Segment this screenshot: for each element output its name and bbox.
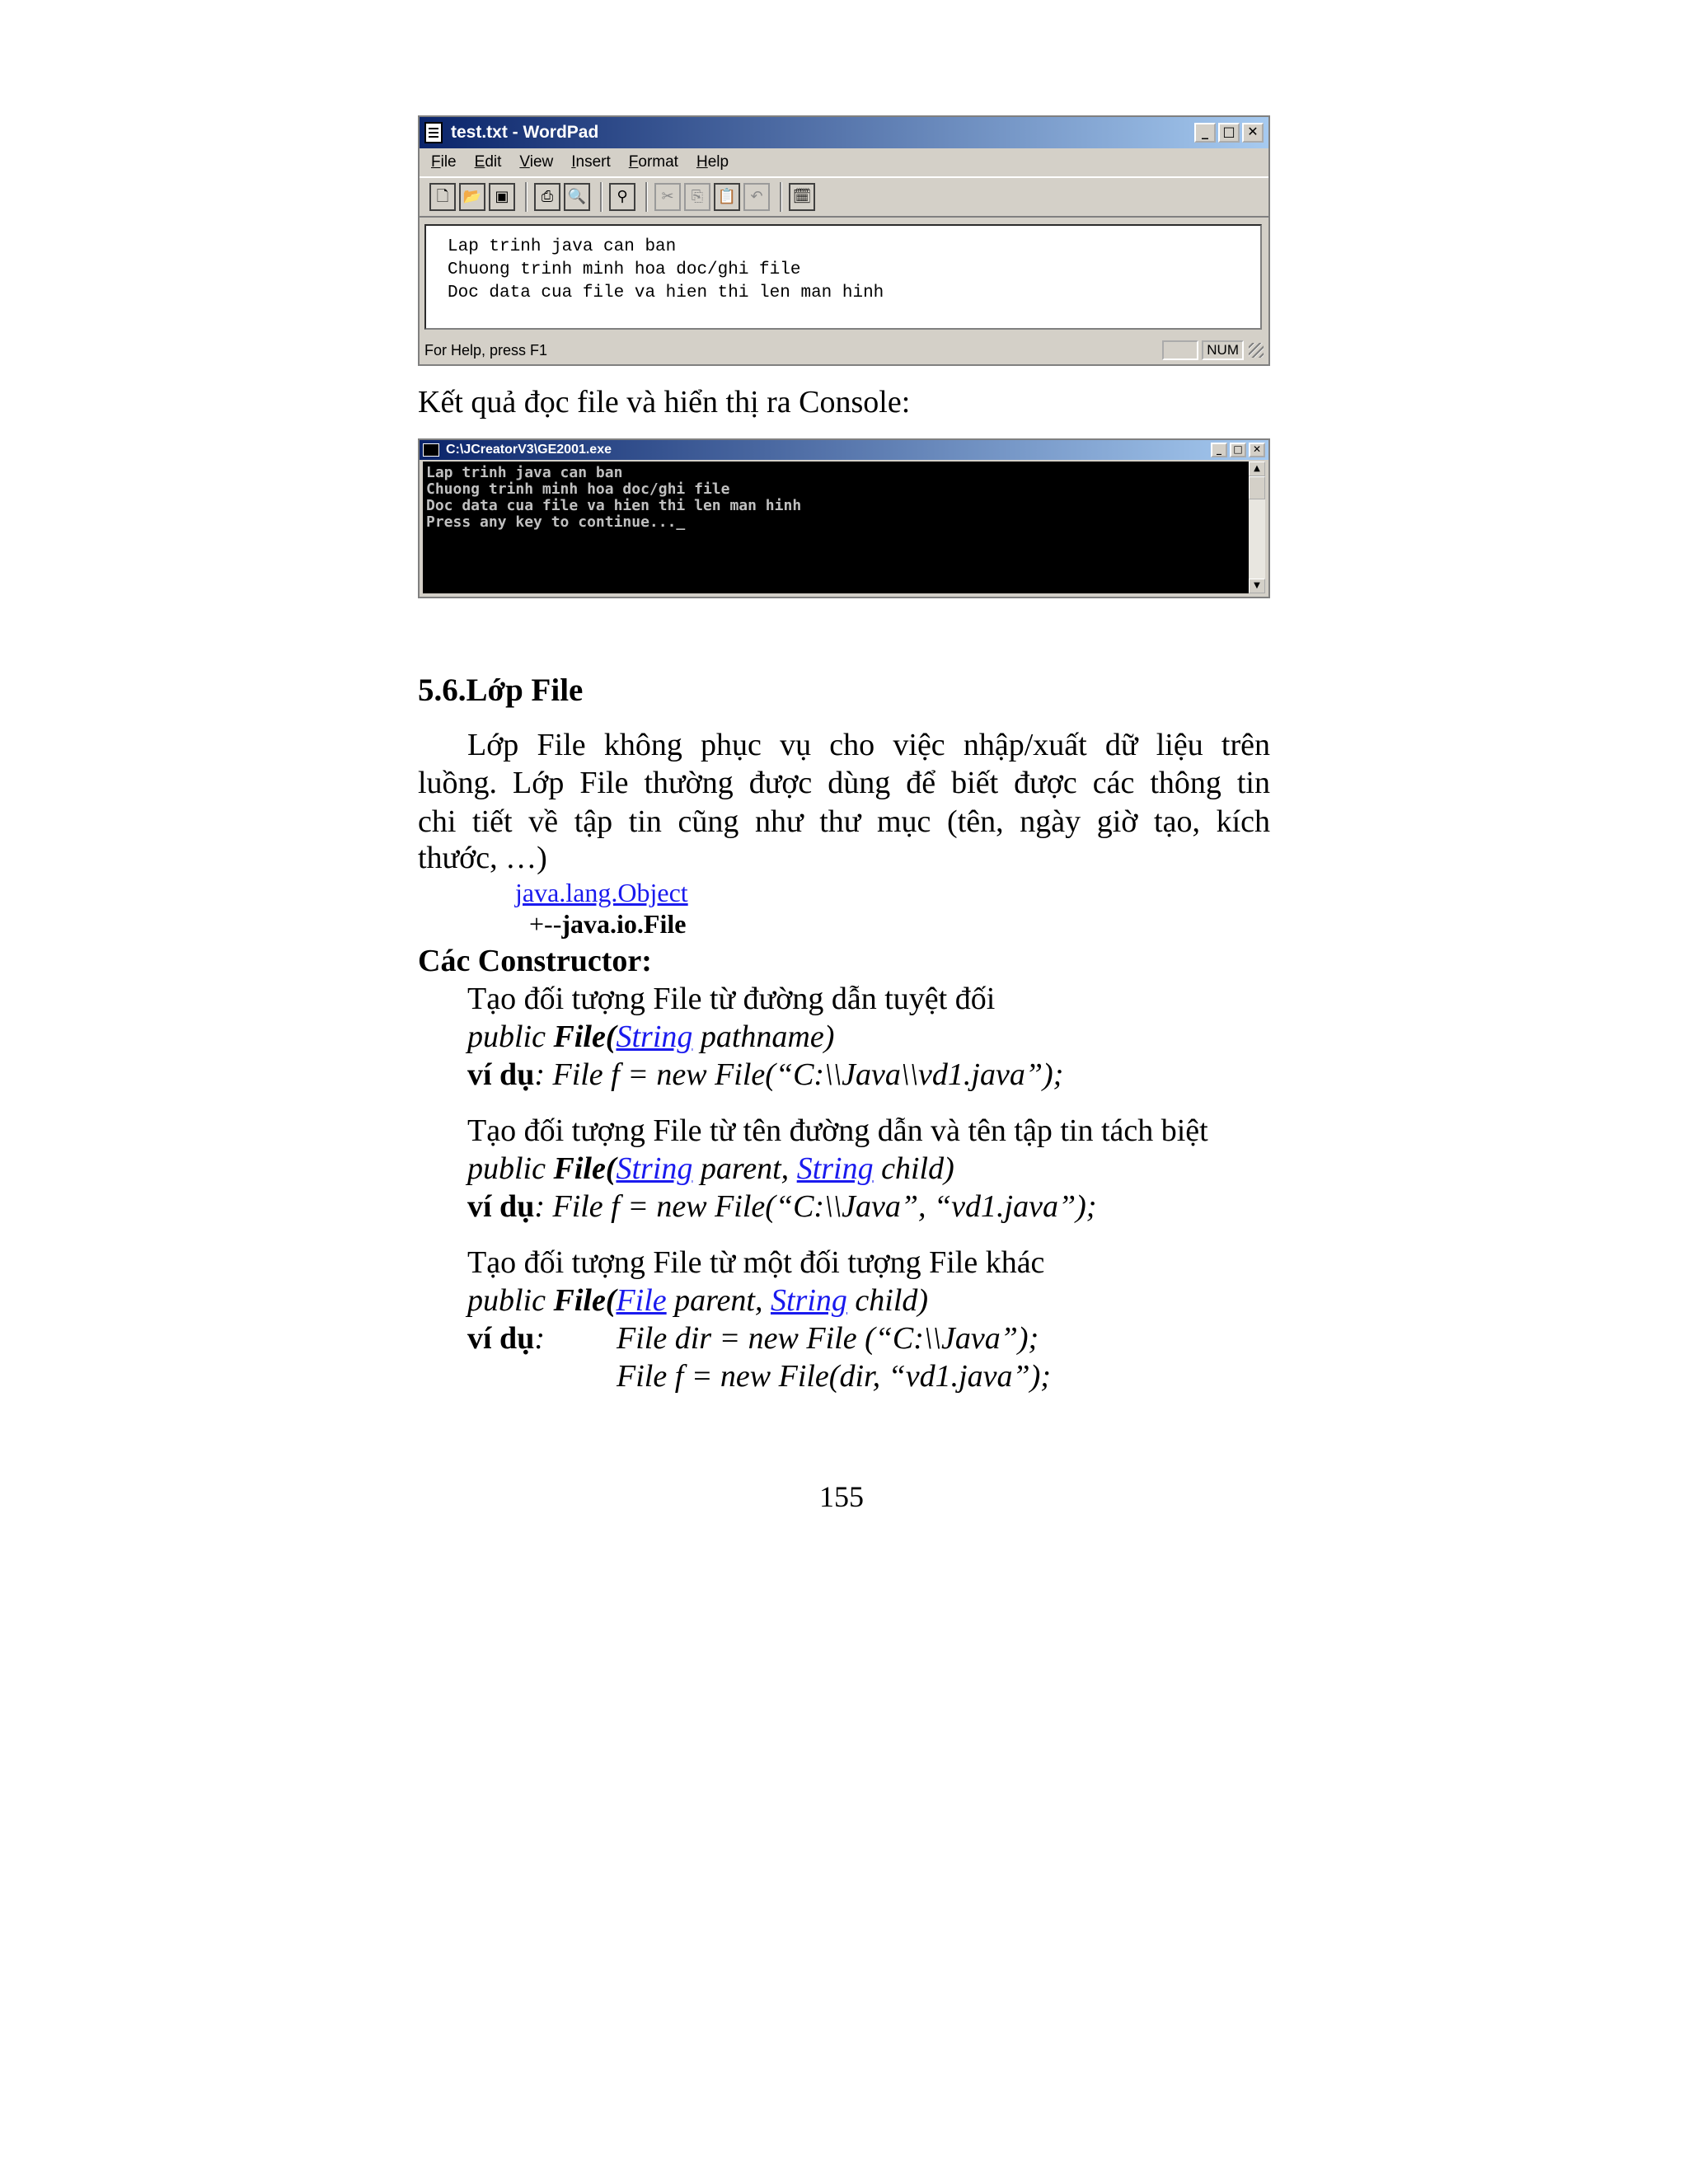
console-line: Chuong trinh minh hoa doc/ghi file	[426, 480, 730, 498]
wordpad-document-area[interactable]	[424, 224, 1262, 330]
toolbar-separator	[600, 182, 603, 212]
console-line: Press any key to continue..._	[426, 513, 686, 531]
toolbar-separator	[645, 182, 648, 212]
example-code: : File f = new File(“C:\\Java\\vd1.java”);	[534, 1057, 1064, 1092]
example-label: ví dụ	[467, 1321, 535, 1356]
example-code: File f = new File(dir, “vd1.java”);	[617, 1359, 1051, 1394]
scroll-up-icon[interactable]: ▲	[1249, 462, 1265, 476]
signature-text: pathname)	[692, 1019, 835, 1054]
type-link-string[interactable]: String	[796, 1151, 874, 1186]
copy-icon[interactable]: ⎘	[684, 183, 710, 211]
signature-text: parent,	[692, 1151, 797, 1186]
document-line: Lap trinh java can ban	[448, 237, 677, 256]
console-output	[423, 462, 1249, 593]
scroll-thumb[interactable]	[1249, 476, 1265, 499]
constructor-description: Tạo đối tượng File từ đường dẫn tuyệt đối	[467, 982, 996, 1016]
type-link-string[interactable]: String	[616, 1019, 693, 1054]
print-preview-icon[interactable]: 🔍	[564, 183, 590, 211]
signature-text: public	[467, 1151, 554, 1186]
signature-name: File(	[553, 1283, 617, 1318]
resize-grip-icon[interactable]	[1249, 343, 1264, 358]
constructor-example	[467, 1188, 1096, 1225]
example-code: File dir = new File (“C:\\Java”);	[617, 1321, 1039, 1356]
find-icon[interactable]: ⚲	[609, 183, 635, 211]
hierarchy-class: java.io.File	[561, 909, 687, 939]
document-line: Doc data cua file va hien thi len man hinh	[448, 284, 884, 302]
menu-file[interactable]: File	[431, 153, 457, 171]
console-caption: Kết quả đọc file và hiển thị ra Console:	[418, 385, 911, 419]
constructor-signature	[467, 1151, 954, 1187]
wordpad-toolbar	[420, 176, 1268, 218]
console-line: Lap trinh java can ban	[426, 464, 623, 481]
save-icon[interactable]: ▣	[489, 183, 515, 211]
example-colon: :	[534, 1321, 545, 1356]
close-icon[interactable]: ✕	[1249, 443, 1265, 457]
open-icon[interactable]: 📂	[459, 183, 485, 211]
constructor-signature	[467, 1282, 928, 1319]
insert-datetime-icon[interactable]: 🗓	[789, 183, 815, 211]
signature-text: child)	[873, 1151, 954, 1186]
constructor-example	[467, 1057, 1063, 1093]
minimize-icon[interactable]: _	[1194, 123, 1216, 143]
console-scrollbar[interactable]	[1249, 462, 1265, 593]
signature-text: public	[467, 1283, 554, 1318]
signature-name: File(	[553, 1151, 617, 1186]
menu-format[interactable]: Format	[628, 153, 678, 171]
menu-help[interactable]: Help	[696, 153, 729, 171]
menu-insert[interactable]: Insert	[571, 153, 611, 171]
signature-text: public	[467, 1019, 554, 1054]
page-number: 155	[819, 1480, 864, 1513]
paragraph-line: thước, …)	[418, 841, 547, 875]
console-window	[418, 438, 1270, 598]
section-heading: 5.6.Lớp File	[418, 673, 584, 708]
wordpad-title-bar	[420, 117, 1268, 148]
constructor-example	[467, 1320, 545, 1357]
constructors-heading: Các Constructor:	[418, 944, 652, 978]
example-label: ví dụ	[467, 1189, 535, 1224]
toolbar-separator	[780, 182, 782, 212]
console-title-bar	[420, 440, 1268, 460]
wordpad-menu-bar	[420, 148, 1268, 176]
menu-view[interactable]: View	[519, 153, 554, 171]
maximize-icon[interactable]: □	[1218, 123, 1240, 143]
scroll-down-icon[interactable]: ▼	[1249, 579, 1265, 593]
signature-name: File(	[553, 1019, 617, 1054]
class-hierarchy-child	[529, 908, 686, 940]
paste-icon[interactable]: 📋	[714, 183, 740, 211]
console-title: C:\JCreatorV3\GE2001.exe	[446, 443, 612, 457]
document-icon	[424, 122, 443, 143]
constructor-description: Tạo đối tượng File từ một đối tượng File khác	[467, 1245, 1045, 1280]
console-icon	[423, 443, 439, 457]
maximize-icon[interactable]: □	[1230, 443, 1246, 457]
status-num: NUM	[1202, 340, 1244, 360]
close-icon[interactable]: ✕	[1242, 123, 1264, 143]
signature-text: parent,	[666, 1283, 771, 1318]
paragraph-line: luồng. Lớp File thường được dùng để biết được các thông tin	[418, 766, 1270, 800]
paragraph-line: chi tiết về tập tin cũng như thư mục (tên, ngày giờ tạo, kích	[418, 804, 1270, 839]
paragraph-line: Lớp File không phục vụ cho việc nhập/xuất dữ liệu trên	[467, 728, 1270, 762]
class-hierarchy-parent-link[interactable]: java.lang.Object	[515, 878, 688, 907]
print-icon[interactable]: ⎙	[534, 183, 560, 211]
wordpad-title: test.txt - WordPad	[451, 123, 599, 142]
console-line: Doc data cua file va hien thi len man hinh	[426, 497, 802, 514]
undo-icon[interactable]: ↶	[743, 183, 770, 211]
document-line: Chuong trinh minh hoa doc/ghi file	[448, 260, 801, 279]
signature-text: child)	[846, 1283, 929, 1318]
wordpad-status-bar	[420, 336, 1268, 364]
example-code: : File f = new File(“C:\\Java”, “vd1.java”);	[534, 1189, 1097, 1224]
status-panel	[1162, 340, 1198, 360]
cut-icon[interactable]: ✂	[654, 183, 681, 211]
wordpad-window	[418, 115, 1270, 366]
new-icon[interactable]: 🗋	[429, 183, 456, 211]
type-link-file[interactable]: File	[616, 1283, 667, 1318]
minimize-icon[interactable]: _	[1211, 443, 1227, 457]
constructor-signature	[467, 1019, 834, 1055]
menu-edit[interactable]: Edit	[474, 153, 502, 171]
type-link-string[interactable]: String	[616, 1151, 693, 1186]
example-label: ví dụ	[467, 1057, 535, 1092]
hierarchy-prefix: +--	[529, 909, 562, 939]
status-help-text: For Help, press F1	[424, 341, 548, 359]
toolbar-separator	[525, 182, 528, 212]
type-link-string[interactable]: String	[770, 1283, 847, 1318]
constructor-description: Tạo đối tượng File từ tên đường dẫn và tên tập tin tách biệt	[467, 1113, 1208, 1148]
